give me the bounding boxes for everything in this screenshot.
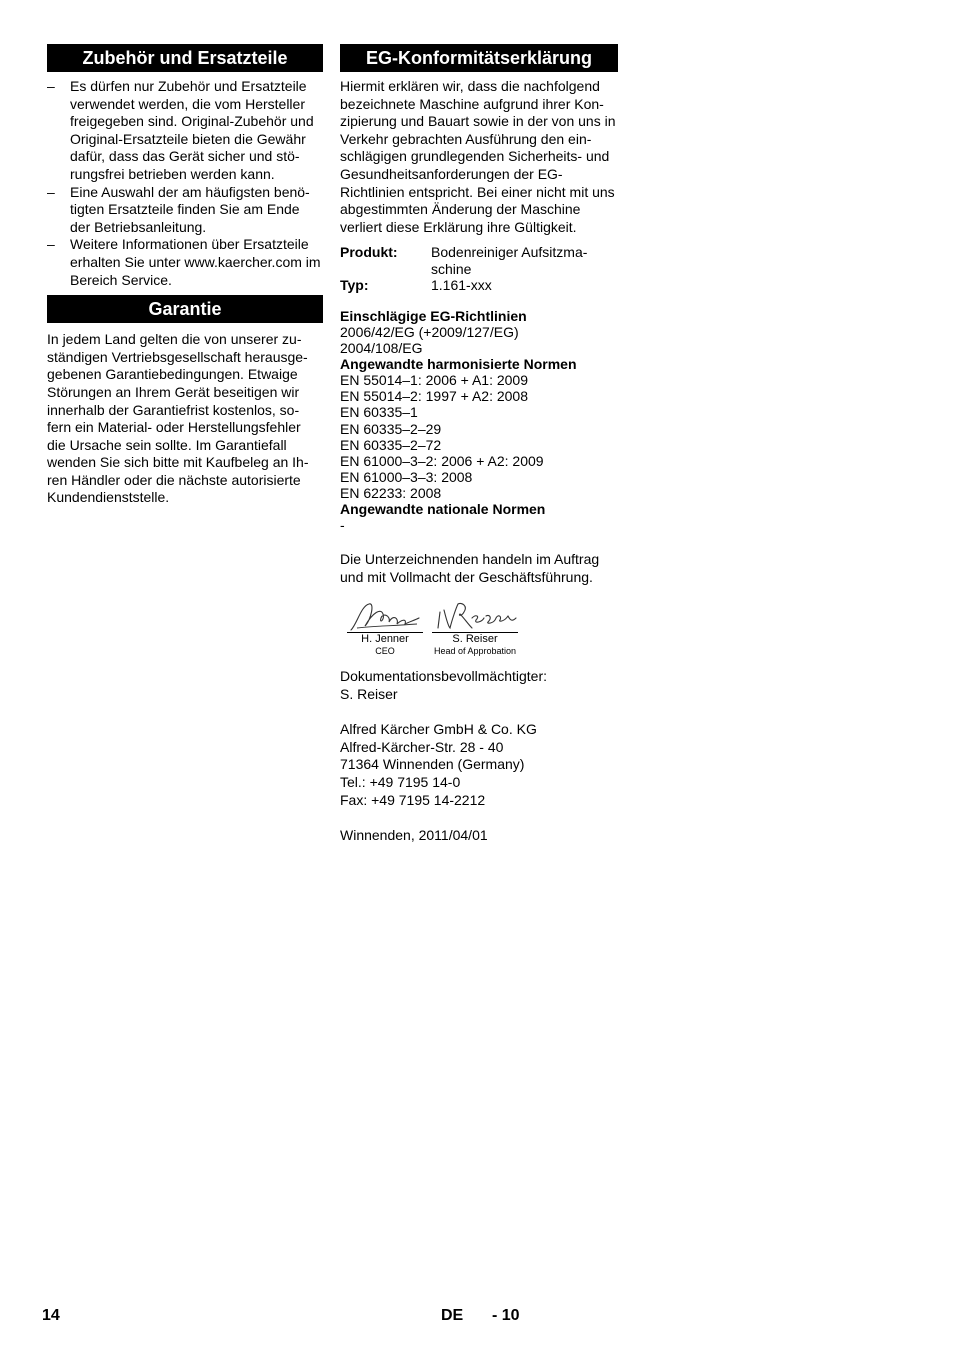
directive-item: 2006/42/EG (+2009/127/EG) [340, 323, 519, 340]
address-line: Alfred Kärcher GmbH & Co. KG [340, 721, 537, 738]
signature-jenner [347, 600, 423, 657]
warranty-text: In jedem Land gelten die von unserer zu-ständigen Vertriebsgesellschaft herausge-gebenen Garantiebedingungen. Etwaige Störungen an Ihrem Gerät beseitigen wir innerhalb der Garantiefrist kostenlos, so-fern ein Material- oder Herstellungsfehler die Ursache sein sollte. Im Garantiefall wenden Sie sich bitte mit Kaufbeleg an Ih-ren Händler oder die nächste autorisierte Kundendienststelle. [47, 331, 309, 506]
signature-block [340, 600, 618, 660]
address-line: Alfred-Kärcher-Str. 28 - 40 [340, 738, 504, 755]
norm-item: EN 60335–2–29 [340, 420, 442, 437]
address-block [340, 721, 618, 809]
address-line: 71364 Winnenden (Germany) [340, 756, 525, 773]
signatories-text: Die Unterzeichnenden handeln im Auftrag und mit Vollmacht der Geschäftsführung. [340, 551, 600, 585]
sub-page-number: - 10 [492, 1307, 520, 1324]
product-value [431, 244, 587, 277]
type-label: Typ: [340, 277, 369, 294]
signatory-name: S. Reiser [452, 633, 498, 646]
signatory-role: CEO [375, 646, 395, 657]
list-item: – Eine Auswahl der am häufigsten benö-tigten Ersatzteile finden Sie am Ende der Betriebsanleitung. [47, 184, 323, 237]
national-value: - [340, 517, 345, 534]
conformity-intro: Hiermit erklären wir, dass die nachfolgend bezeichnete Maschine aufgrund ihrer Kon-zipierung und Bauart sowie in der von uns in Verkehr gebrachten Ausführung den ein-schlägigen grundlegenden Sicherheits- und Gesundheitsanforderungen der EG-Richtlinien entspricht. Bei einer nicht mit uns abgestimmten Änderung der Maschine verliert diese Erklärung ihre Gültigkeit. [340, 78, 616, 235]
national-heading: Angewandte nationale Normen [340, 500, 546, 517]
signatory-role: Head of Approbation [433, 646, 517, 657]
handwritten-signature-icon [347, 600, 423, 634]
norm-item: EN 61000–3–2: 2006 + A2: 2009 [340, 452, 544, 469]
product-line-1: Bodenreiniger Aufsitzma- [431, 244, 588, 261]
address-line: Fax: +49 7195 14-2212 [340, 791, 486, 808]
norm-item: EN 62233: 2008 [340, 484, 442, 501]
norm-item: EN 61000–3–3: 2008 [340, 468, 473, 485]
product-line-2: schine [431, 260, 472, 277]
documentation-label: Dokumentationsbevollmächtigter: [340, 668, 547, 685]
norm-item: EN 60335–1 [340, 404, 418, 421]
address-line: Tel.: +49 7195 14-0 [340, 773, 461, 790]
norm-item: EN 60335–2–72 [340, 436, 442, 453]
norm-item: EN 55014–1: 2006 + A1: 2009 [340, 372, 528, 389]
warranty-heading: Garantie [47, 295, 323, 323]
type-value: 1.161-xxx [431, 277, 492, 294]
norm-item: EN 55014–2: 1997 + A2: 2008 [340, 388, 528, 405]
product-table [340, 244, 587, 294]
right-column [340, 44, 618, 844]
left-column [47, 44, 323, 507]
handwritten-signature-icon [432, 600, 518, 634]
product-label: Produkt: [340, 244, 398, 261]
norms-section [340, 308, 618, 533]
list-item: – Es dürfen nur Zubehör und Ersatzteile verwendet werden, die vom Hersteller freigegeben sind. Original-Zubehör und Original-Ersatzteile bieten die Gewähr dafür, dass das Gerät sicher und stö-rungsfrei betrieben werden kann. [47, 78, 323, 184]
signature-reiser [432, 600, 518, 657]
accessories-heading: Zubehör und Ersatzteile [47, 44, 323, 72]
directives-heading: Einschlägige EG-Richtlinien [340, 307, 527, 324]
harmonised-heading: Angewandte harmonisierte Normen [340, 356, 577, 373]
place-date: Winnenden, 2011/04/01 [340, 826, 488, 843]
documentation-name: S. Reiser [340, 685, 398, 702]
page-number: 14 [42, 1307, 60, 1324]
conformity-heading: EG-Konformitätserklärung [340, 44, 618, 72]
accessories-list [47, 78, 323, 289]
directive-item: 2004/108/EG [340, 340, 423, 357]
list-item: – Weitere Informationen über Ersatzteile erhalten Sie unter www.kaercher.com im Bereich Service. [47, 236, 323, 289]
language-code: DE [441, 1307, 464, 1324]
signatory-name: H. Jenner [361, 633, 409, 646]
